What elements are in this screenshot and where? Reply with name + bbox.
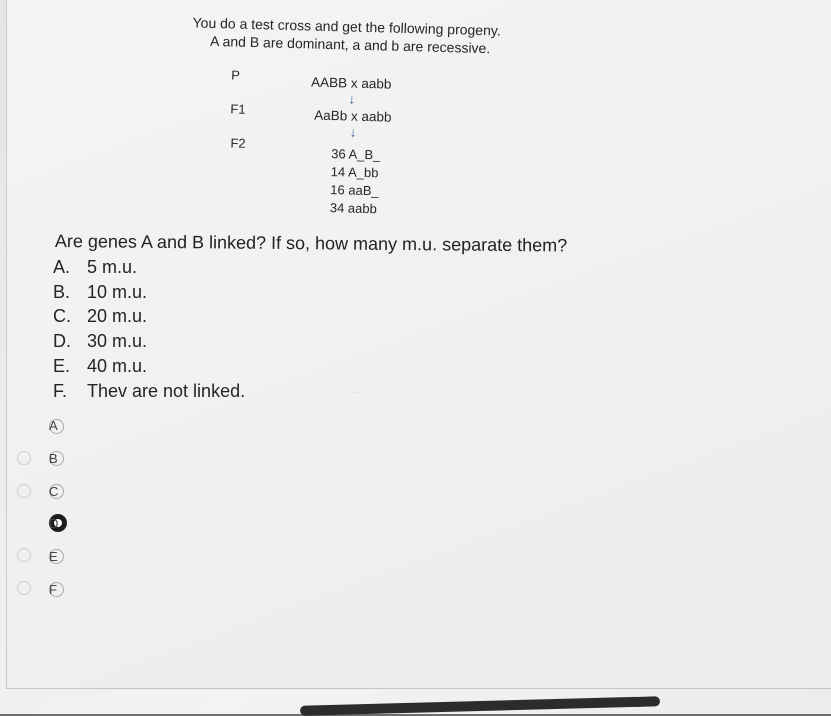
ghost-circle [17, 548, 31, 562]
choice-text: 20 m.u. [87, 306, 148, 326]
answer-label-d[interactable]: D [49, 516, 59, 531]
choice-text: 5 m.u. [87, 257, 138, 277]
ghost-circle [17, 484, 31, 498]
generation-label-p: P [231, 67, 241, 83]
choice-b [53, 282, 147, 303]
progeny-item: 34 aabb [329, 200, 378, 217]
choice-text: 40 m.u. [87, 356, 148, 376]
progeny-item: 36 A_B_ [331, 146, 381, 163]
choice-letter: D. [53, 331, 71, 351]
pen-shadow [300, 696, 660, 715]
choice-text: 10 m.u. [87, 282, 148, 302]
faint-smudge: ····· [350, 390, 363, 396]
down-arrow-icon: ↓ [348, 91, 356, 107]
cross-f1: AaBb x aabb [314, 107, 392, 125]
answer-label-c[interactable]: C [49, 484, 59, 499]
answer-label-e[interactable]: E [49, 549, 58, 564]
generation-label-f1: F1 [230, 101, 246, 117]
progeny-list [330, 145, 381, 218]
choice-e [53, 356, 147, 377]
answer-label-f[interactable]: F [49, 582, 57, 597]
progeny-item: 16 aaB_ [330, 182, 379, 199]
answer-label-b[interactable]: B [49, 451, 58, 466]
choice-c [53, 306, 147, 327]
choice-text: 30 m.u. [87, 331, 148, 351]
ghost-circle [17, 451, 31, 465]
question-text: Are genes A and B linked? If so, how many m.u. separate them? [54, 231, 568, 256]
choice-a [53, 257, 137, 278]
generation-label-f2: F2 [230, 135, 246, 151]
choice-letter: F. [53, 381, 68, 401]
question-image [172, 8, 537, 222]
down-arrow-icon: ↓ [349, 124, 357, 140]
choice-letter: A. [53, 257, 71, 277]
ghost-circle [17, 581, 31, 595]
answer-label-a[interactable]: A [49, 418, 58, 433]
choice-letter: E. [53, 356, 71, 376]
choice-f [53, 381, 245, 402]
choice-letter: C. [53, 306, 71, 326]
question-header-line1: You do a test cross and get the following progeny. [192, 14, 501, 39]
progeny-item: 14 A_bb [330, 164, 379, 181]
choice-d [53, 331, 147, 352]
question-header-line2: A and B are dominant, a and b are recessive. [209, 32, 491, 57]
quiz-page [6, 0, 831, 689]
cross-p: AABB x aabb [310, 74, 392, 92]
choice-letter: B. [53, 282, 71, 302]
choice-text: Thev are not linked. [87, 381, 246, 401]
